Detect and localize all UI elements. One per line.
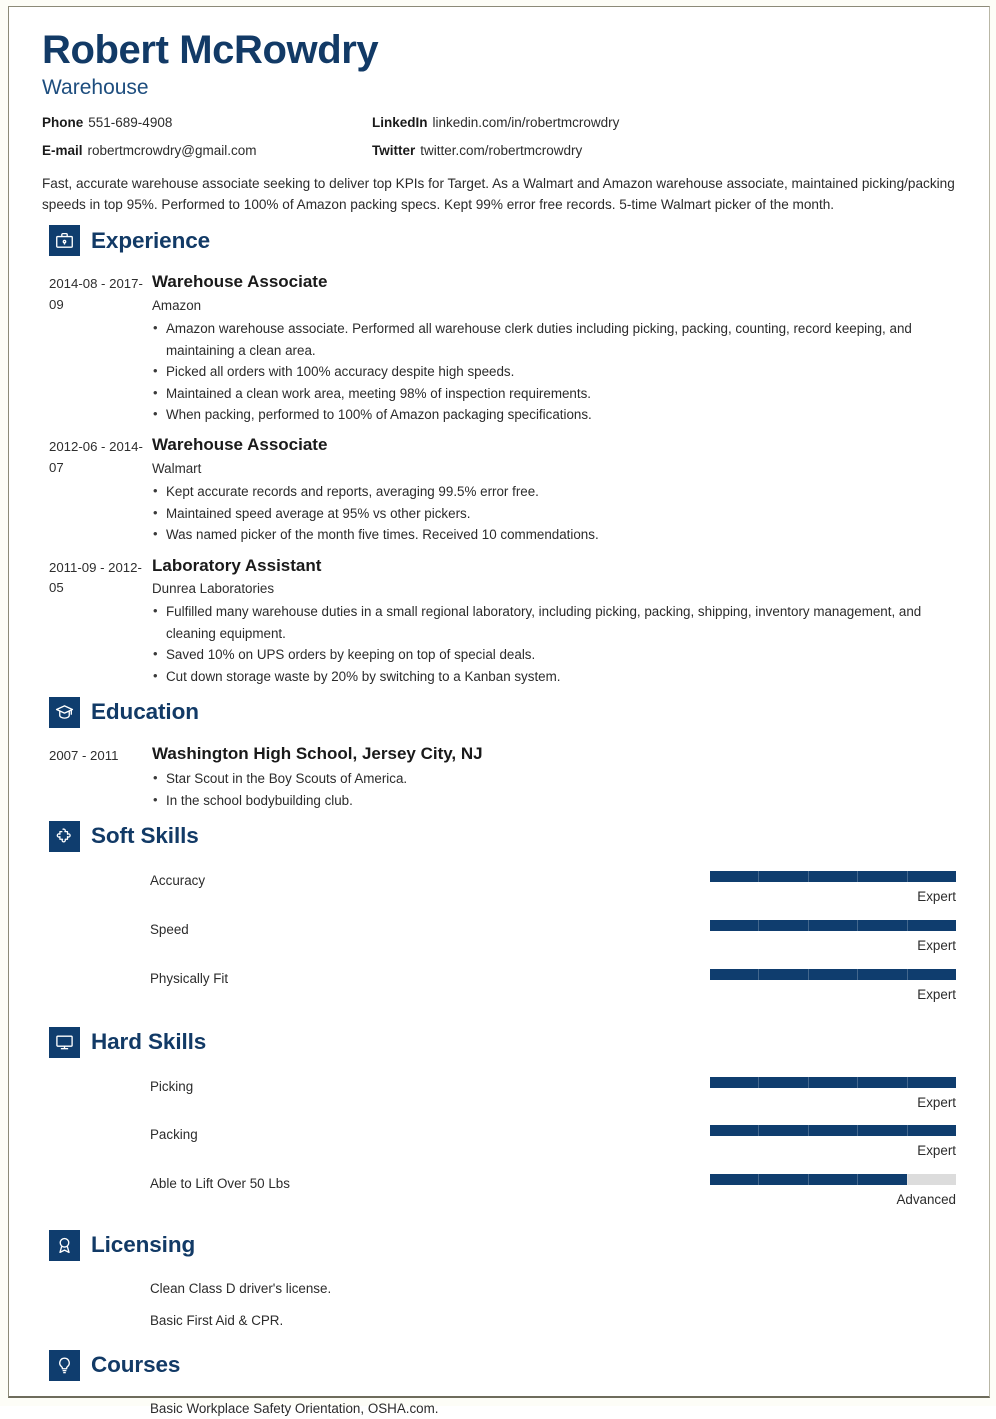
contact-phone-label: Phone — [42, 115, 84, 131]
skill-meter — [710, 871, 956, 907]
licensing-item: Basic First Aid & CPR. — [150, 1312, 284, 1328]
skill-level: Expert — [917, 986, 956, 1002]
award-ribbon-icon — [49, 1230, 80, 1261]
bullet-item: • Fulfilled many warehouse duties in a small regional laboratory, including picking, packing, shipping, inventory management, and cleaning equipment. — [152, 601, 959, 644]
entry-role: Warehouse Associate — [152, 272, 328, 292]
skill-bar — [710, 1077, 956, 1088]
contact-email-label: E-mail — [42, 142, 83, 158]
skill-row — [150, 1161, 959, 1210]
skill-bar — [710, 969, 956, 980]
bullet-item: • Star Scout in the Boy Scouts of America. — [152, 768, 959, 789]
entry-dates: 2014-08 - 2017-09 — [49, 276, 143, 312]
contact-email-value: robertmcrowdry@gmail.com — [87, 142, 257, 158]
entry-school: Washington High School, Jersey City, NJ — [152, 744, 483, 764]
skill-row — [150, 1112, 959, 1161]
section-title-education: Education — [91, 699, 199, 725]
entry-role: Warehouse Associate — [152, 435, 328, 455]
professional-summary: Fast, accurate warehouse associate seeking to deliver top KPIs for Target. As a Walmart and Amazon warehouse associate, maintained picking/packing speeds in top 95%. Performed to 100% of Amazon packing specs. Kept 99% error free records. 5-time Walmart picker of the month. — [42, 176, 955, 213]
contact-phone-value: 551-689-4908 — [88, 115, 173, 131]
skill-row — [150, 907, 959, 956]
bullet-item: • Amazon warehouse associate. Performed all warehouse clerk duties including picking, packing, counting, record keeping, and maintaining a clean area. — [152, 318, 959, 361]
skill-row — [150, 956, 959, 1005]
entry-bullets — [152, 318, 959, 425]
entry-body — [152, 434, 959, 545]
experience-entry — [49, 262, 959, 425]
section-header-experience — [49, 225, 959, 256]
skill-meter — [710, 969, 956, 1005]
bullet-item: • Was named picker of the month five times. Received 10 commendations. — [152, 524, 959, 545]
skill-level: Advanced — [896, 1192, 956, 1208]
bullet-item: • Maintained a clean work area, meeting 98% of inspection requirements. — [152, 383, 959, 404]
entry-role: Laboratory Assistant — [152, 555, 322, 575]
contact-linkedin-value: linkedin.com/in/robertmcrowdry — [432, 115, 620, 131]
course-item: Basic Workplace Safety Orientation, OSHA.com. — [150, 1401, 439, 1417]
entry-body — [152, 555, 959, 688]
skill-level: Expert — [917, 937, 956, 953]
skill-name: Picking — [150, 1078, 194, 1094]
skill-meter — [710, 920, 956, 956]
skill-bar-segments — [710, 969, 956, 980]
contact-twitter[interactable] — [372, 142, 959, 160]
resume-page — [8, 6, 990, 1417]
puzzle-piece-icon — [49, 821, 80, 852]
contact-twitter-label: Twitter — [372, 142, 416, 158]
contact-twitter-value: twitter.com/robertmcrowdry — [420, 142, 583, 158]
entry-dates: 2007 - 2011 — [49, 748, 119, 764]
section-header-licensing — [49, 1230, 959, 1261]
candidate-job-title: Warehouse — [42, 76, 149, 99]
section-title-soft-skills: Soft Skills — [91, 823, 199, 849]
bullet-item: • When packing, performed to 100% of Amazon packaging specifications. — [152, 404, 959, 425]
skill-bar-segments — [710, 1077, 956, 1088]
bullet-item: • Saved 10% on UPS orders by keeping on top of special deals. — [152, 644, 959, 665]
skill-name: Physically Fit — [150, 970, 229, 986]
bullet-item: • Cut down storage waste by 20% by switching to a Kanban system. — [152, 666, 959, 687]
skill-bar-segments — [710, 920, 956, 931]
entry-body — [152, 271, 959, 425]
skill-bar — [710, 1125, 956, 1136]
skill-bar-segments — [710, 1174, 956, 1185]
graduation-cap-icon — [49, 697, 80, 728]
skill-level: Expert — [917, 1094, 956, 1110]
skill-name: Packing — [150, 1127, 198, 1143]
entry-body — [152, 743, 959, 811]
entry-dates: 2011-09 - 2012-05 — [49, 559, 142, 596]
entry-bullets — [152, 768, 959, 811]
skill-meter — [710, 1174, 956, 1210]
briefcase-icon — [49, 225, 80, 256]
section-title-courses: Courses — [91, 1352, 181, 1378]
skill-level: Expert — [917, 889, 956, 905]
skill-name: Able to Lift Over 50 Lbs — [150, 1176, 290, 1192]
experience-entry — [49, 425, 959, 545]
skill-bar — [710, 1174, 956, 1185]
entry-organization: Dunrea Laboratories — [152, 580, 275, 596]
section-title-hard-skills: Hard Skills — [91, 1028, 207, 1054]
licensing-item: Clean Class D driver's license. — [150, 1280, 332, 1296]
skill-bar-segments — [710, 1125, 956, 1136]
entry-bullets — [152, 481, 959, 545]
skill-row — [150, 1064, 959, 1113]
skill-name: Accuracy — [150, 873, 206, 889]
monitor-icon — [49, 1027, 80, 1058]
skill-bar-segments — [710, 871, 956, 882]
section-title-licensing: Licensing — [91, 1232, 196, 1258]
skill-meter — [710, 1077, 956, 1113]
entry-bullets — [152, 601, 959, 687]
bullet-item: • In the school bodybuilding club. — [152, 790, 959, 811]
skill-meter — [710, 1125, 956, 1161]
contact-linkedin-label: LinkedIn — [372, 115, 428, 131]
entry-organization: Walmart — [152, 460, 202, 476]
skill-name: Speed — [150, 921, 189, 937]
entry-organization: Amazon — [152, 297, 202, 313]
bullet-item: • Picked all orders with 100% accuracy despite high speeds. — [152, 361, 959, 382]
section-header-courses — [49, 1350, 959, 1381]
education-entry — [49, 734, 959, 811]
skill-bar — [710, 920, 956, 931]
contact-phone[interactable] — [42, 114, 372, 132]
lightbulb-icon — [49, 1350, 80, 1381]
bullet-item: • Maintained speed average at 95% vs other pickers. — [152, 503, 959, 524]
section-title-experience: Experience — [91, 227, 211, 253]
section-header-hard-skills — [49, 1027, 959, 1058]
contact-email[interactable] — [42, 142, 372, 160]
candidate-name: Robert McRowdry — [42, 28, 379, 72]
contact-details — [42, 114, 959, 159]
experience-entry — [49, 546, 959, 688]
skill-row — [150, 858, 959, 907]
skill-level: Expert — [917, 1143, 956, 1159]
section-header-education — [49, 697, 959, 728]
skill-bar — [710, 871, 956, 882]
bullet-item: • Kept accurate records and reports, averaging 99.5% error free. — [152, 481, 959, 502]
resume-content — [9, 7, 989, 1419]
contact-linkedin[interactable] — [372, 114, 959, 132]
section-header-soft-skills — [49, 821, 959, 852]
entry-dates: 2012-06 - 2014-07 — [49, 439, 143, 475]
